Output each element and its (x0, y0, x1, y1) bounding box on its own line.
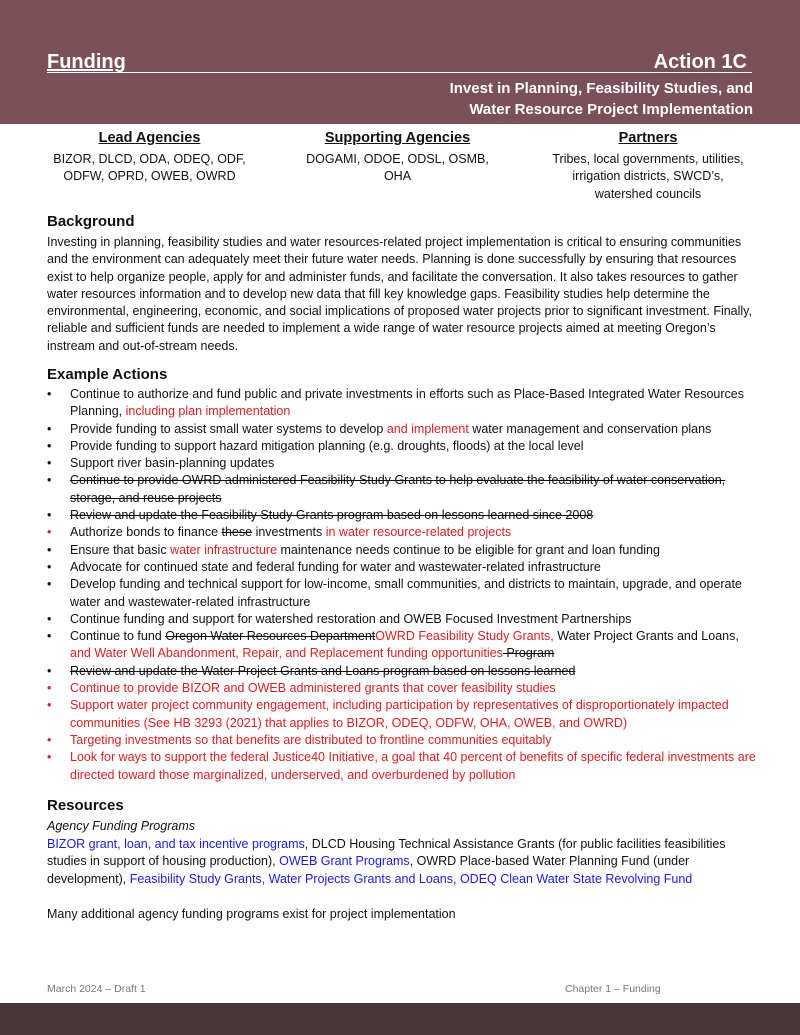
action-item: • Authorize bonds to finance these investments in water resource-related projects (47, 524, 759, 541)
background-text: Investing in planning, feasibility studies and water resources-related project implementation is critical to ensuring communities and the environment can adequately meet their future water needs. Planning is done successfully by ensuring that resources exist to help organize people, apply for and administer funds, and facilitate the conversation. It also takes resources to gather water resources information and to develop new data that fill key knowledge gaps. Feasibility studies help determine the environmental, engineering, economic, and social implications of proposed water projects prior to significant investment. Finally, reliable and sufficient funds are needed to implement a wide range of water resource projects aimed at meeting Oregon’s instream and out-of-stream needs. (47, 235, 752, 353)
action-item-deleted: • Review and update the Feasibility Study Grants program based on lessons learned since 2008 (47, 507, 759, 524)
action-item: • Provide funding to assist small water systems to develop and implement water management and conservation plans (47, 421, 759, 438)
link-odeq-cwsrf[interactable]: ODEQ Clean Water State Revolving Fund (459, 871, 693, 886)
partners-line1: Tribes, local governments, utilities, (552, 151, 744, 166)
header-rule (47, 72, 752, 73)
action-item: • Develop funding and technical support for low-income, small communities, and districts to maintain, upgrade, and operate water and wastewater-related infrastructure (47, 576, 759, 611)
action-item-added: • Continue to provide BIZOR and OWEB administered grants that cover feasibility studies (47, 680, 759, 697)
supporting-agencies-title: Supporting Agencies (324, 130, 471, 146)
supporting-agencies-line1: DOGAMI, ODOE, ODSL, OSMB, OHA (306, 151, 489, 183)
agencies-row (47, 130, 753, 203)
partners-line2: irrigation districts, SWCD’s, (572, 169, 724, 183)
lead-agencies (47, 130, 252, 203)
action-item: • Provide funding to support hazard mitigation planning (e.g. droughts, floods) at the local level (47, 438, 759, 455)
action-item-added: • Targeting investments so that benefits are distributed to frontline communities equitably (47, 732, 759, 749)
resources-programs: BIZOR grant, loan, and tax incentive programs, DLCD Housing Technical Assistance Grants (for public facilities feasibilities studies in support of housing production), OWEB Grant Programs, OWRD Place-based Water Planning Fund (under development), Feasibility Study Grants, Water Projects Grants and Loans, ODEQ Clean Water State Revolving Fund (47, 837, 726, 886)
link-bizor-programs[interactable]: BIZOR grant, loan, and tax incentive programs (47, 837, 305, 851)
header-subtitle-line2: Water Resource Project Implementation (469, 101, 753, 118)
lead-agencies-line2: ODFW, OPRD, OWEB, OWRD (63, 169, 236, 183)
link-oweb-grant-programs[interactable]: OWEB Grant Programs (279, 854, 410, 869)
header-subtitle (450, 78, 753, 120)
header-action-id: Action 1C (653, 51, 747, 73)
example-actions-list (47, 386, 759, 784)
action-item-added: • Support water project community engagement, including participation by representatives of disproportionately impacted communities (See HB 3293 (2021) that applies to BIZOR, ODEQ, ODFW, OHA, OWEB, and OWRD) (47, 697, 759, 732)
action-item: • Ensure that basic water infrastructure maintenance needs continue to be eligible for grant and loan funding (47, 542, 759, 559)
partners-line3: watershed councils (594, 186, 702, 201)
partners-title: Partners (618, 130, 678, 146)
action-item-deleted: • Continue to provide OWRD administered Feasibility Study Grants to help evaluate the feasibility of water conservation, storage, and reuse projects (47, 472, 759, 507)
action-item: • Advocate for continued state and federal funding for water and wastewater-related infrastructure (47, 559, 759, 576)
footer-band (0, 1003, 800, 1035)
lead-agencies-line1: BIZOR, DLCD, ODA, ODEQ, ODF, (53, 151, 246, 166)
example-actions-heading: Example Actions (47, 366, 168, 383)
resources-subtitle: Agency Funding Programs (47, 819, 195, 833)
background-heading: Background (47, 213, 135, 230)
resources-note: Many additional agency funding programs exist for project implementation (47, 907, 456, 921)
action-item-deleted: • Review and update the Water Project Grants and Loans program based on lessons learned (47, 663, 759, 680)
link-feasibility-study-grants[interactable]: Feasibility Study Grants (129, 871, 262, 886)
header-section-title: Funding (47, 51, 126, 73)
action-item: • Continue funding and support for watershed restoration and OWEB Focused Investment Partnerships (47, 611, 759, 628)
action-item: • Continue to fund Oregon Water Resources DepartmentOWRD Feasibility Study Grants, Water Project Grants and Loans, and Water Well Abandonment, Repair, and Replacement funding opportunities Program (47, 628, 759, 663)
action-item: • Continue to authorize and fund public and private investments in efforts such as Place-Based Integrated Water Resources Planning, including plan implementation (47, 386, 759, 421)
lead-agencies-title: Lead Agencies (98, 130, 201, 146)
partners (543, 130, 753, 203)
footer-chapter: Chapter 1 – Funding (565, 983, 661, 995)
action-item: • Support river basin-planning updates (47, 455, 759, 472)
footer-date: March 2024 – Draft 1 (47, 983, 146, 995)
action-item-added: • Look for ways to support the federal Justice40 Initiative, a goal that 40 percent of benefits of specific federal investments are directed toward those marginalized, underserved, and overburdened by pollution (47, 749, 759, 784)
supporting-agencies (293, 130, 503, 203)
resources-heading: Resources (47, 797, 124, 814)
header-subtitle-line1: Invest in Planning, Feasibility Studies, and (449, 80, 753, 97)
link-water-projects-grants[interactable]: Water Projects Grants and Loans (268, 871, 453, 886)
